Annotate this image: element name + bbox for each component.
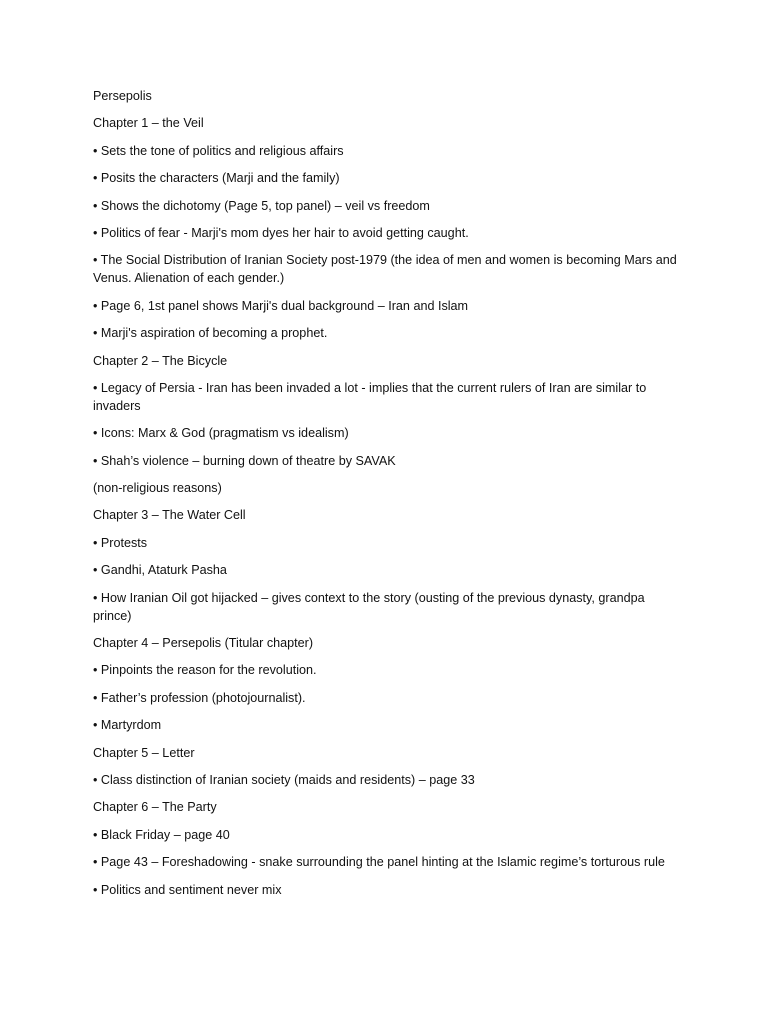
chapter-heading: Chapter 6 – The Party [93, 800, 217, 815]
chapter-heading: Chapter 1 – the Veil [93, 116, 204, 131]
bullet-item: • Politics and sentiment never mix [93, 882, 282, 897]
bullet-item: • Pinpoints the reason for the revolution. [93, 663, 317, 678]
bullet-item: • The Social Distribution of Iranian Society post-1979 (the idea of men and women is becoming Mars and Venus. Alienation of each gender.) [93, 253, 677, 286]
bullet-item: • Posits the characters (Marji and the family) [93, 171, 340, 186]
bullet-item: • Legacy of Persia - Iran has been invaded a lot - implies that the current rulers of Iran are similar to invaders [93, 380, 647, 413]
chapter-heading: Chapter 4 – Persepolis (Titular chapter) [93, 636, 314, 651]
bullet-item: • Marji's aspiration of becoming a prophet. [93, 326, 328, 341]
bullet-item: • Father’s profession (photojournalist). [93, 690, 306, 705]
bullet-item: • Politics of fear - Marji's mom dyes her hair to avoid getting caught. [93, 225, 469, 240]
bullet-item: • Protests [93, 535, 148, 550]
chapter-heading: Chapter 5 – Letter [93, 745, 195, 760]
chapter-heading: Chapter 2 – The Bicycle [93, 353, 228, 368]
bullet-item: • Shah’s violence – burning down of theatre by SAVAK [93, 453, 396, 468]
bullet-item: • Class distinction of Iranian society (maids and residents) – page 33 [93, 772, 475, 787]
bullet-item: • How Iranian Oil got hijacked – gives context to the story (ousting of the previous dynasty, grandpa prince) [93, 590, 645, 623]
bullet-item: • Icons: Marx & God (pragmatism vs idealism) [93, 426, 349, 441]
bullet-item: • Gandhi, Ataturk Pasha [93, 563, 227, 578]
document-title: Persepolis [93, 89, 152, 103]
continuation-text: (non-religious reasons) [93, 481, 222, 496]
bullet-item: • Page 6, 1st panel shows Marji's dual background – Iran and Islam [93, 298, 469, 313]
document-body [93, 87, 678, 908]
bullet-item: • Black Friday – page 40 [93, 827, 230, 842]
bullet-item: • Shows the dichotomy (Page 5, top panel) – veil vs freedom [93, 198, 430, 213]
bullet-item: • Sets the tone of politics and religious affairs [93, 143, 344, 158]
bullet-item: • Martyrdom [93, 718, 162, 733]
chapter-heading: Chapter 3 – The Water Cell [93, 508, 246, 523]
bullet-item: • Page 43 – Foreshadowing - snake surrounding the panel hinting at the Islamic regime’s torturous rule [93, 855, 665, 870]
